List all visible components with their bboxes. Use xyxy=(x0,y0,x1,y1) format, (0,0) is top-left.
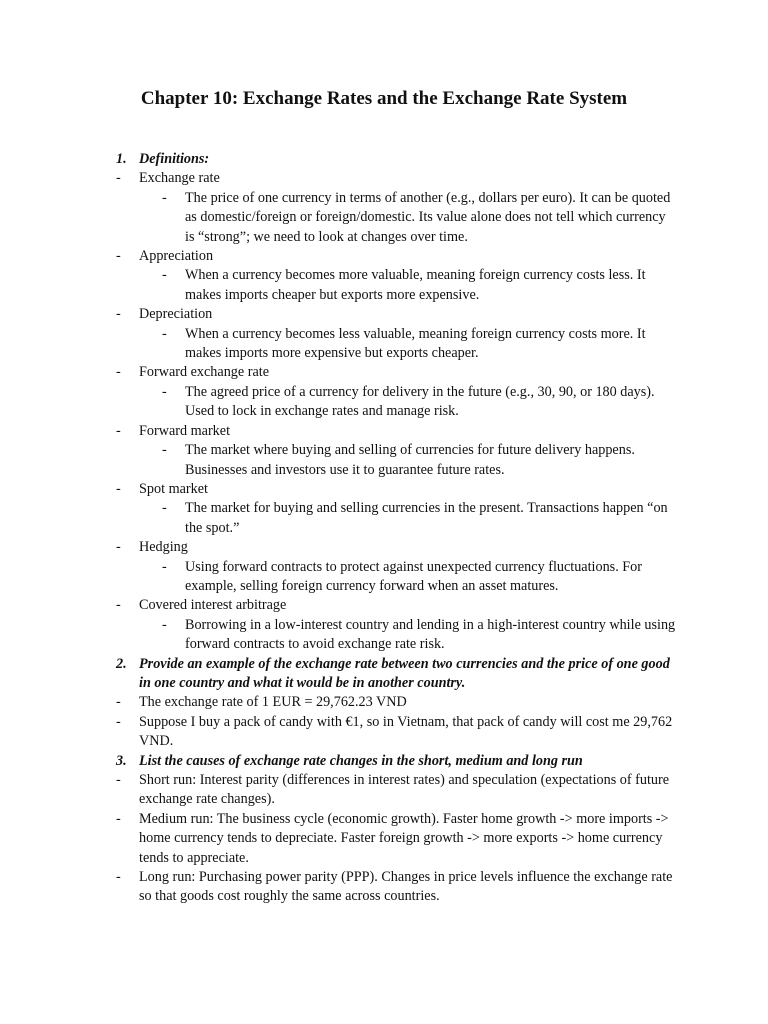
bullet-dash: - xyxy=(116,480,121,497)
line-text: When a currency becomes less valuable, meaning foreign currency costs more. It makes imports more expensive but exports cheaper. xyxy=(185,325,646,362)
definition-text xyxy=(116,266,676,305)
bullet-dash: - xyxy=(116,422,121,439)
line-text: List the causes of exchange rate changes in the short, medium and long run xyxy=(139,752,583,769)
line-text: The exchange rate of 1 EUR = 29,762.23 VND xyxy=(139,694,407,711)
bullet-dash: - xyxy=(116,364,121,381)
bullet-dash: - xyxy=(116,694,121,711)
list-item xyxy=(116,868,676,907)
bullet-dash: - xyxy=(162,500,167,517)
list-number: 3. xyxy=(116,752,127,769)
list-item xyxy=(116,169,676,188)
list-item xyxy=(116,713,676,752)
section-heading xyxy=(116,150,676,169)
bullet-dash: - xyxy=(162,616,167,633)
list-item xyxy=(116,363,676,382)
bullet-dash: - xyxy=(162,442,167,459)
list-item xyxy=(116,422,676,441)
list-item xyxy=(116,771,676,810)
list-item xyxy=(116,305,676,324)
section-heading xyxy=(116,655,676,694)
list-item xyxy=(116,596,676,615)
bullet-dash: - xyxy=(162,383,167,400)
page-title: Chapter 10: Exchange Rates and the Exchange Rate System xyxy=(140,88,628,109)
bullet-dash: - xyxy=(116,772,121,788)
line-text: Exchange rate xyxy=(139,170,220,187)
definition-text xyxy=(116,383,676,422)
definition-text xyxy=(116,558,676,597)
line-text: The agreed price of a currency for delivery in the future (e.g., 30, 90, or 180 days). Used to lock in exchange rates and manage risk. xyxy=(185,383,655,420)
line-text: The market where buying and selling of currencies for future delivery happens. Businesses and investors use it to guarantee future rates. xyxy=(185,442,635,478)
line-text: Long run: Purchasing power parity (PPP). Changes in price levels influence the exchange rate so that goods cost roughly the same across countries. xyxy=(139,869,673,905)
bullet-dash: - xyxy=(116,713,121,730)
line-text: Forward exchange rate xyxy=(139,364,269,381)
line-text: Covered interest arbitrage xyxy=(139,597,287,614)
bullet-dash: - xyxy=(162,267,167,284)
line-text: Suppose I buy a pack of candy with €1, so in Vietnam, that pack of candy will cost me 29,762 VND. xyxy=(139,713,673,750)
line-text: Spot market xyxy=(139,480,208,497)
line-text: Medium run: The business cycle (economic growth). Faster home growth -> more imports -> home currency tends to depreciate. Faster foreign growth -> more exports -> home currency tends to appreciate. xyxy=(139,810,669,866)
bullet-dash: - xyxy=(116,248,121,265)
bullet-dash: - xyxy=(162,325,167,342)
line-text: Provide an example of the exchange rate between two currencies and the price of one good in one country and what it would be in another country. xyxy=(139,655,670,691)
list-item xyxy=(116,810,676,868)
list-item xyxy=(116,538,676,557)
line-text: Depreciation xyxy=(139,306,213,323)
bullet-dash: - xyxy=(116,597,121,614)
line-text: Using forward contracts to protect against unexpected currency fluctuations. For example, selling foreign currency forward when an asset matures. xyxy=(185,558,642,594)
definition-text xyxy=(116,499,676,538)
line-text: Hedging xyxy=(139,539,188,556)
line-text: The price of one currency in terms of another (e.g., dollars per euro). It can be quoted as domestic/foreign or foreign/domestic. Its value alone does not tell which currency is “strong”; we need to look at changes over time. xyxy=(185,189,671,245)
line-text: When a currency becomes more valuable, meaning foreign currency costs less. It makes imports cheaper but exports more expensive. xyxy=(185,267,646,303)
bullet-dash: - xyxy=(162,189,167,206)
line-text: Appreciation xyxy=(139,248,214,265)
list-item xyxy=(116,693,676,712)
bullet-dash: - xyxy=(116,170,121,187)
definition-text xyxy=(116,325,676,364)
list-item xyxy=(116,247,676,266)
definition-text xyxy=(116,441,676,480)
list-item xyxy=(116,480,676,499)
line-text: The market for buying and selling currencies in the present. Transactions happen “on the spot.” xyxy=(185,500,668,536)
list-number: 1. xyxy=(116,151,127,167)
list-number: 2. xyxy=(116,655,127,672)
line-text: Forward market xyxy=(139,422,231,439)
bullet-dash: - xyxy=(116,539,121,556)
line-text: Borrowing in a low-interest country and lending in a high-interest country while using forward contracts to avoid exchange rate risk. xyxy=(185,616,676,653)
document-body xyxy=(116,150,676,907)
definition-text xyxy=(116,189,676,247)
section-heading xyxy=(116,752,676,771)
line-text: Short run: Interest parity (differences in interest rates) and speculation (expectations of future exchange rate changes). xyxy=(139,772,670,808)
bullet-dash: - xyxy=(116,306,121,323)
definition-text xyxy=(116,616,676,655)
line-text: Definitions: xyxy=(139,151,210,167)
bullet-dash: - xyxy=(162,558,167,575)
bullet-dash: - xyxy=(116,810,121,827)
bullet-dash: - xyxy=(116,869,121,886)
